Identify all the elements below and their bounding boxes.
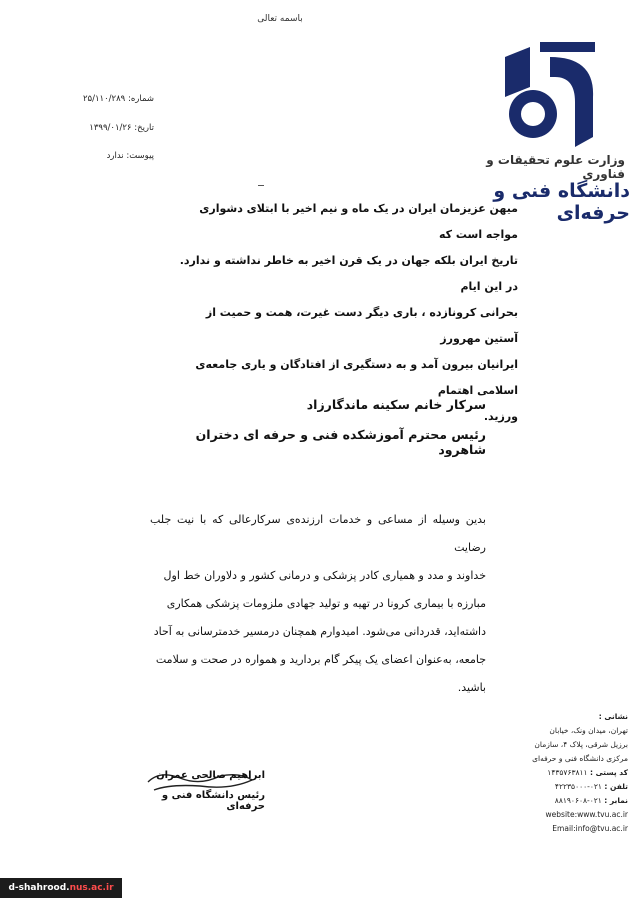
intro-line: بحرانی کرونازده ، باری دیگر دست غیرت، همت و حمیت از آستین مهرورز (205, 306, 518, 345)
university-logo (495, 42, 595, 152)
fax-row (500, 794, 628, 808)
addressee-name: سرکار خانم سکینه ماندگارزاد (306, 397, 486, 412)
university-name: دانشگاه فنی و حرفه‌ای (493, 180, 630, 224)
letter-number: شماره: ۲۵/۱۱۰/۲۸۹ (82, 94, 154, 104)
postal-label: کد پستی : (589, 768, 628, 777)
fax-label: نمابر : (604, 796, 628, 805)
addressee-title: رئیس محترم آموزشکده فنی و حرفه ای دختران شاهرود (195, 427, 486, 457)
watermark-prefix: d-shahrood. (8, 883, 70, 893)
intro-paragraph (176, 196, 518, 430)
source-watermark (0, 878, 122, 898)
contact-info (500, 710, 628, 836)
postal-code: ۱۴۳۵۷۶۳۸۱۱ (547, 768, 588, 777)
body-line: بدین وسیله از مساعی و خدمات ارزنده‌ی سرکارعالی که با نیت جلب رضایت (150, 513, 486, 554)
letter-body (150, 506, 486, 702)
website-link[interactable]: website:www.tvu.ac.ir (545, 810, 628, 819)
body-line: باشید. (457, 681, 486, 694)
phone-row (500, 780, 628, 794)
watermark-suffix: nus.ac.ir (69, 883, 114, 893)
phone-number: ۰۲۱-۴۲۲۳۵۰۰۰ (554, 782, 602, 791)
body-line: داشته‌اید، قدردانی می‌شود. امیدوارم همچنان درمسیر خدمترسانی به آحاد (153, 625, 486, 638)
intro-line: ورزید. (483, 410, 518, 423)
intro-line: ایرانیان بیرون آمد و به دستگیری از افتادگان و یاری جامعه‌ی اسلامی اهتمام (195, 358, 518, 397)
email-link[interactable]: Email:info@tvu.ac.ir (552, 824, 628, 833)
signatory-name: ابراهیم صالحی عمران (156, 770, 265, 781)
signatory-title: رئیس دانشگاه فنی و حرفه‌ای (161, 790, 265, 812)
letter-date: تاریخ: ۱۳۹۹/۰۱/۲۶ (89, 123, 154, 133)
body-line: جامعه، به‌عنوان اعضای یک پیکر گام بردارید و همواره در صحت و سلامت (155, 653, 486, 666)
letter-attachment: پیوست: ندارد (106, 151, 154, 161)
body-line: خداوند و مدد و همیاری کادر پزشکی و درمانی کشور و دلاوران خط اول (163, 569, 486, 582)
address-line: مرکزی دانشگاه فنی و حرفه‌ای (532, 754, 628, 763)
phone-label: تلفن : (604, 782, 628, 791)
fax-number: ۰۲۱-۸۸۱۹۰۶۰۸ (554, 796, 602, 805)
divider-mark (258, 185, 264, 186)
besmellah-heading: باسمه تعالی (257, 14, 303, 24)
intro-line: تاریخ ایران بلکه جهان در یک قرن اخیر به خاطر نداشته و ندارد. در این ایام (179, 254, 518, 293)
address-line: برزیل شرقی، پلاک ۴، سازمان (534, 740, 628, 749)
address-line: تهران، میدان ونک، خیابان (549, 726, 628, 735)
body-line: مبارزه با بیماری کرونا در تهیه و تولید جهادی ملزومات پزشکی همکاری (166, 597, 486, 610)
postal-row (500, 766, 628, 780)
address-label: نشانی : (598, 712, 628, 721)
ministry-name: وزارت علوم تحقیقات و فناوری (486, 153, 625, 181)
intro-line: میهن عزیزمان ایران در یک ماه و نیم اخیر با ابتلای دشواری مواجه است که (199, 202, 518, 241)
